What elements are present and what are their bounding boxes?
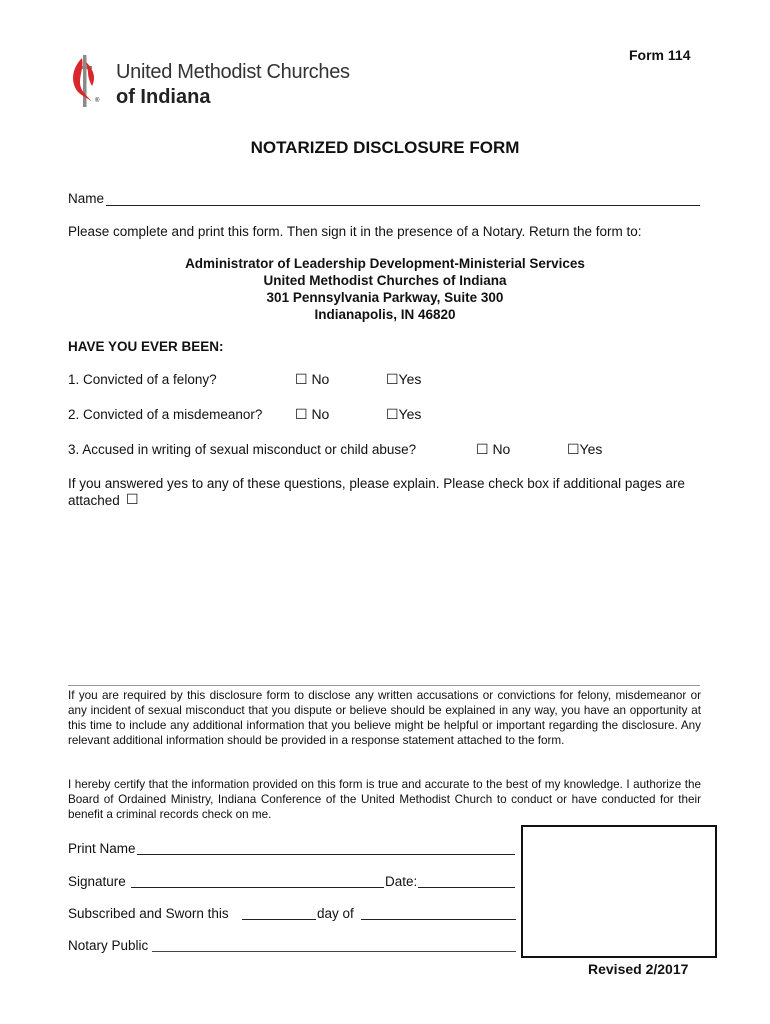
explain-text-line2: attached xyxy=(68,493,120,508)
instructions-text: Please complete and print this form. Then sign it in the presence of a Notary. Return the form to: xyxy=(68,224,642,239)
address-line4: Indianapolis, IN 46820 xyxy=(314,307,456,322)
question-3-yes-checkbox[interactable]: ☐Yes xyxy=(567,441,603,457)
question-3-no-checkbox[interactable]: ☐ No xyxy=(476,441,511,457)
explain-text-line1: If you answered yes to any of these questions, please explain. Please check box if additional pages are xyxy=(68,476,685,491)
question-2-no-checkbox[interactable]: ☐ No xyxy=(295,406,330,422)
question-1-yes-checkbox[interactable]: ☐Yes xyxy=(386,371,422,387)
page-title: NOTARIZED DISCLOSURE FORM xyxy=(250,138,520,157)
sworn-day-field[interactable] xyxy=(242,919,316,920)
signature-field[interactable] xyxy=(131,887,384,888)
certification-paragraph: I hereby certify that the information provided on this form is true and accurate to the best of my knowledge. I authorize the Board of Ordained Ministry, Indiana Conference of the United Methodist Church to conduct or have conducted for their benefit a criminal records check on me. xyxy=(68,778,701,821)
notary-seal-box xyxy=(521,825,717,958)
form-number: Form 114 xyxy=(629,47,691,63)
disclosure-paragraph: If you are required by this disclosure form to disclose any written accusations or convictions for felony, misdemeanor or any incident of sexual misconduct that you dispute or believe should be explained in any way, you have an opportunity at this time to include any additional information that you believe might be helpful or important regarding the disclosure. Any relevant additional information should be provided in a response statement attached to the form. xyxy=(68,689,701,747)
sworn-month-field[interactable] xyxy=(361,919,516,920)
signature-label: Signature xyxy=(68,874,126,889)
org-name-line1: United Methodist Churches xyxy=(116,61,350,83)
question-2-yes-checkbox[interactable]: ☐Yes xyxy=(386,406,422,422)
registered-mark: ® xyxy=(95,98,100,104)
org-name-line2: of Indiana xyxy=(116,86,211,108)
address-line2: United Methodist Churches of Indiana xyxy=(263,273,507,288)
questions-heading: HAVE YOU EVER BEEN: xyxy=(68,339,224,354)
question-2-text: 2. Convicted of a misdemeanor? xyxy=(68,407,263,422)
name-label: Name xyxy=(68,191,105,206)
address-line1: Administrator of Leadership Development-Ministerial Services xyxy=(185,256,585,271)
print-name-label: Print Name xyxy=(68,841,136,856)
question-1-text: 1. Convicted of a felony? xyxy=(68,372,217,387)
date-label: Date: xyxy=(385,874,418,889)
question-3-text: 3. Accused in writing of sexual misconduct or child abuse? xyxy=(68,442,417,457)
notary-public-label: Notary Public xyxy=(68,938,149,953)
notary-public-field[interactable] xyxy=(152,951,516,952)
question-1-no-checkbox[interactable]: ☐ No xyxy=(295,371,330,387)
explanation-area[interactable] xyxy=(68,513,700,683)
subscribed-label: Subscribed and Sworn this xyxy=(68,906,229,921)
address-line3: 301 Pennsylvania Parkway, Suite 300 xyxy=(266,290,504,305)
name-field[interactable] xyxy=(106,205,700,206)
additional-pages-checkbox[interactable]: ☐ xyxy=(126,491,139,507)
date-field[interactable] xyxy=(418,887,515,888)
day-of-label: day of xyxy=(317,906,354,921)
print-name-field[interactable] xyxy=(137,854,515,855)
revised-date: Revised 2/2017 xyxy=(588,961,689,977)
section-divider xyxy=(68,685,700,686)
